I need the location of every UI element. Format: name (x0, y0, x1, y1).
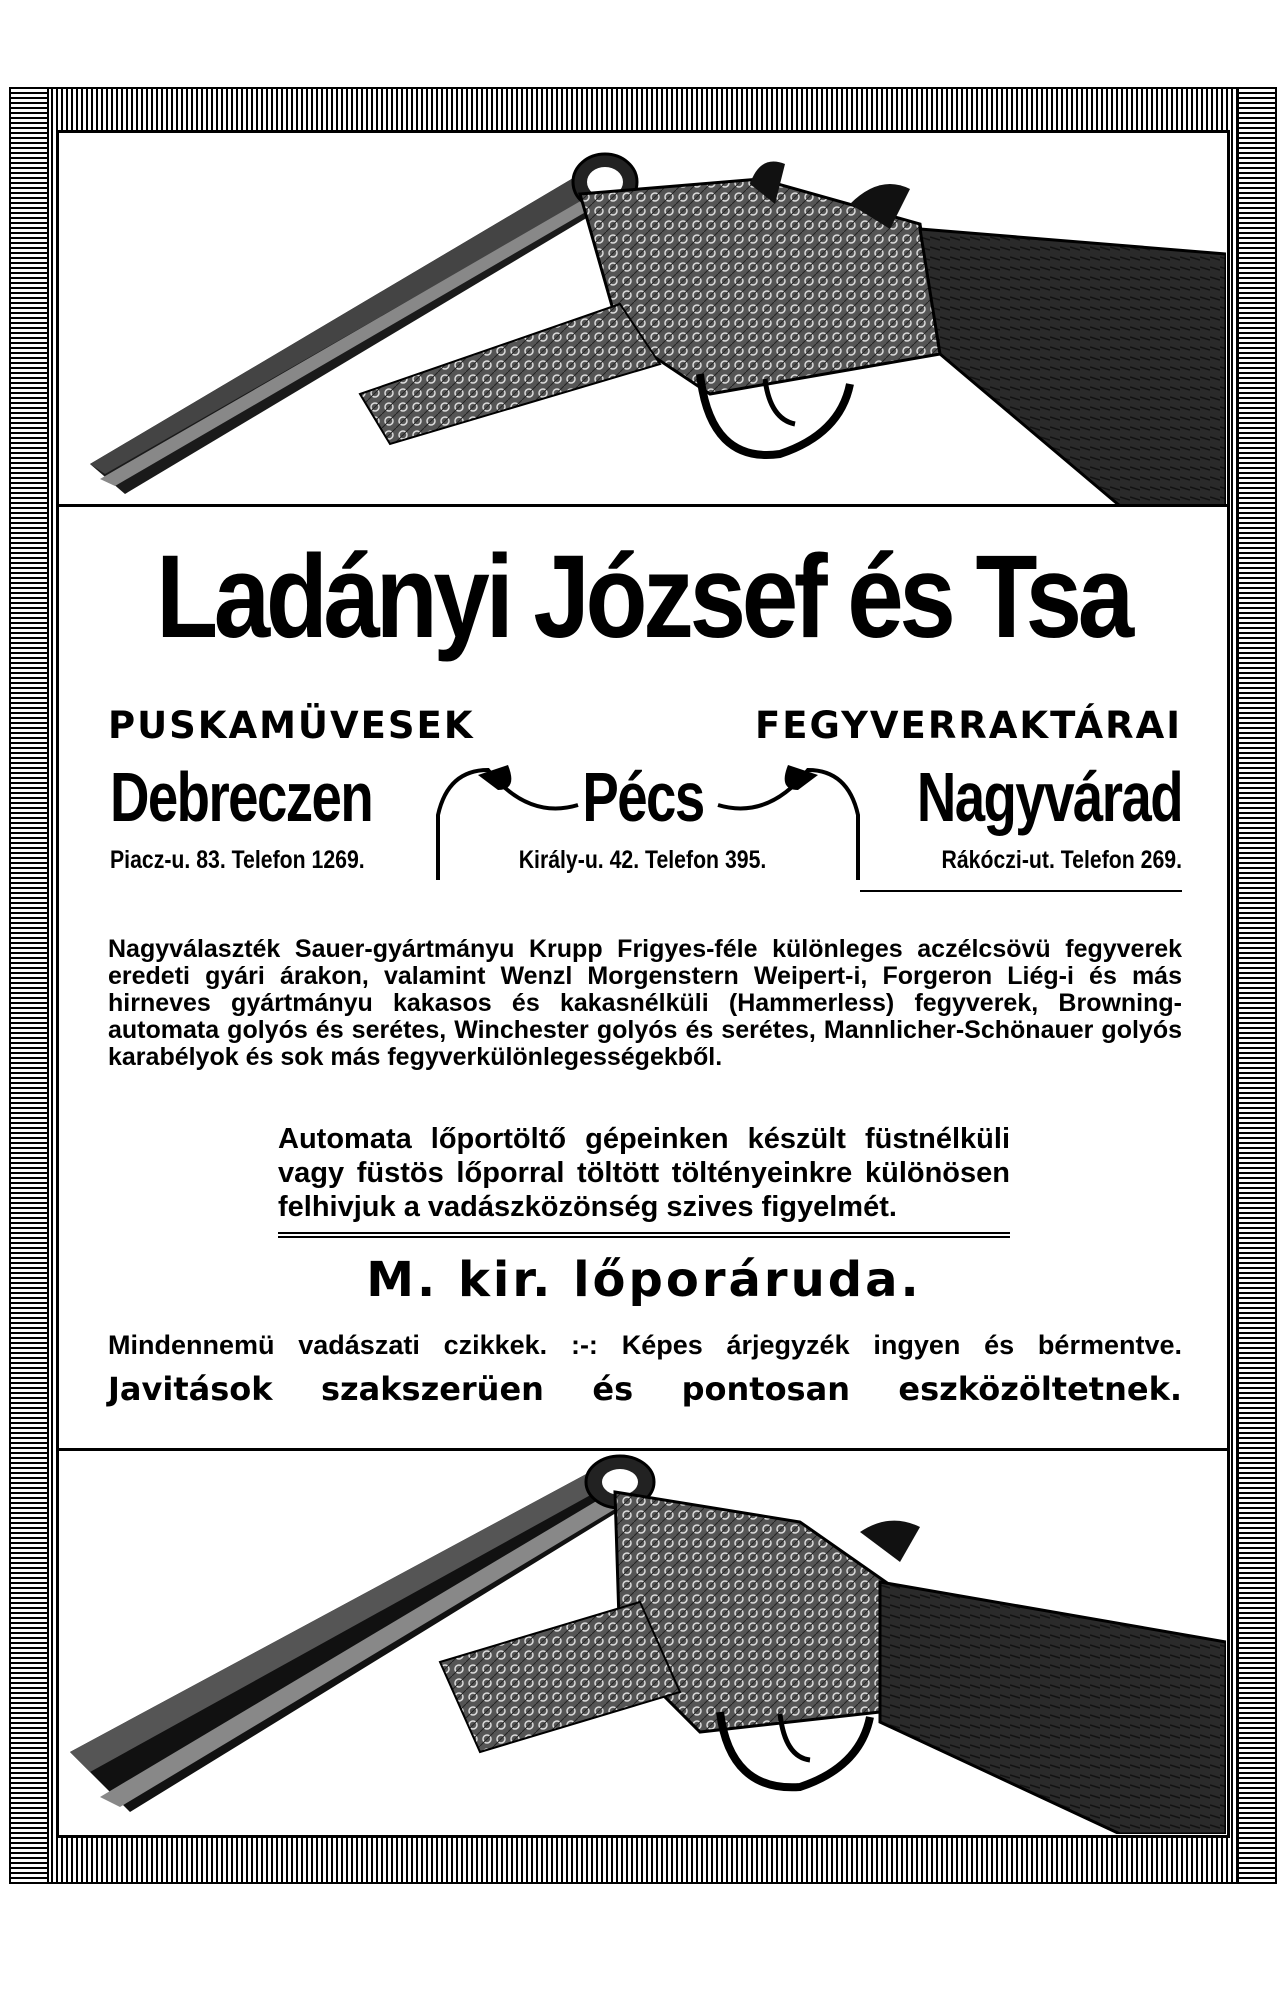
catalog-line: Mindennemü vadászati czikkek. :-: Képes árjegyzék ingyen és bérmentve. (108, 1330, 1182, 1360)
address-debreczen: Piacz-u. 83. Telefon 1269. (110, 846, 365, 874)
notice-underline (278, 1232, 1010, 1238)
bottom-divider (56, 1448, 1230, 1451)
top-divider (56, 504, 1230, 507)
address-nagyvarad: Rákóczi-ut. Telefon 269. (941, 846, 1182, 874)
company-title: Ladányi József és Tsa (156, 531, 1130, 663)
address-divider (860, 890, 1182, 892)
repairs-line: Javitások szakszerüen és pontosan eszközöltetnek. (108, 1370, 1182, 1408)
address-pecs: Király-u. 42. Telefon 395. (518, 846, 767, 874)
city-debreczen: Debreczen (110, 758, 373, 836)
ammunition-notice: Automata lőportöltő gépeinken készült füstnélküli vagy füstös lőporral töltött töltényeinkre különösen felhivjuk a vadászközönség szives figyelmét. (278, 1123, 1010, 1223)
shotgun-top-icon (60, 134, 1226, 506)
company-tagline: PUSKAMÜVESEK FEGYVERRAKTÁRAI (108, 704, 1182, 747)
city-pecs: Pécs (582, 758, 704, 836)
shotgun-bottom-icon (60, 1452, 1226, 1834)
store-heading: M. kir. lőporáruda. (366, 1252, 922, 1308)
city-nagyvarad: Nagyvárad (916, 758, 1182, 836)
product-paragraph: Nagyválaszték Sauer-gyártmányu Krupp Frigyes-féle különleges aczélcsövü fegyverek eredeti gyári árakon, valamint Wenzl Morgenstern Weipert-i, Forgeron Liég-i és más hirneves gyártmányu kakasos és kakasnélküli (Hammerless) fegyverek, Browning-automata golyós és serétes, Winchester golyós és serétes, Mannlicher-Schönauer golyós karabélyok és sok más fegyverkülönlegességekből. (108, 935, 1182, 1071)
